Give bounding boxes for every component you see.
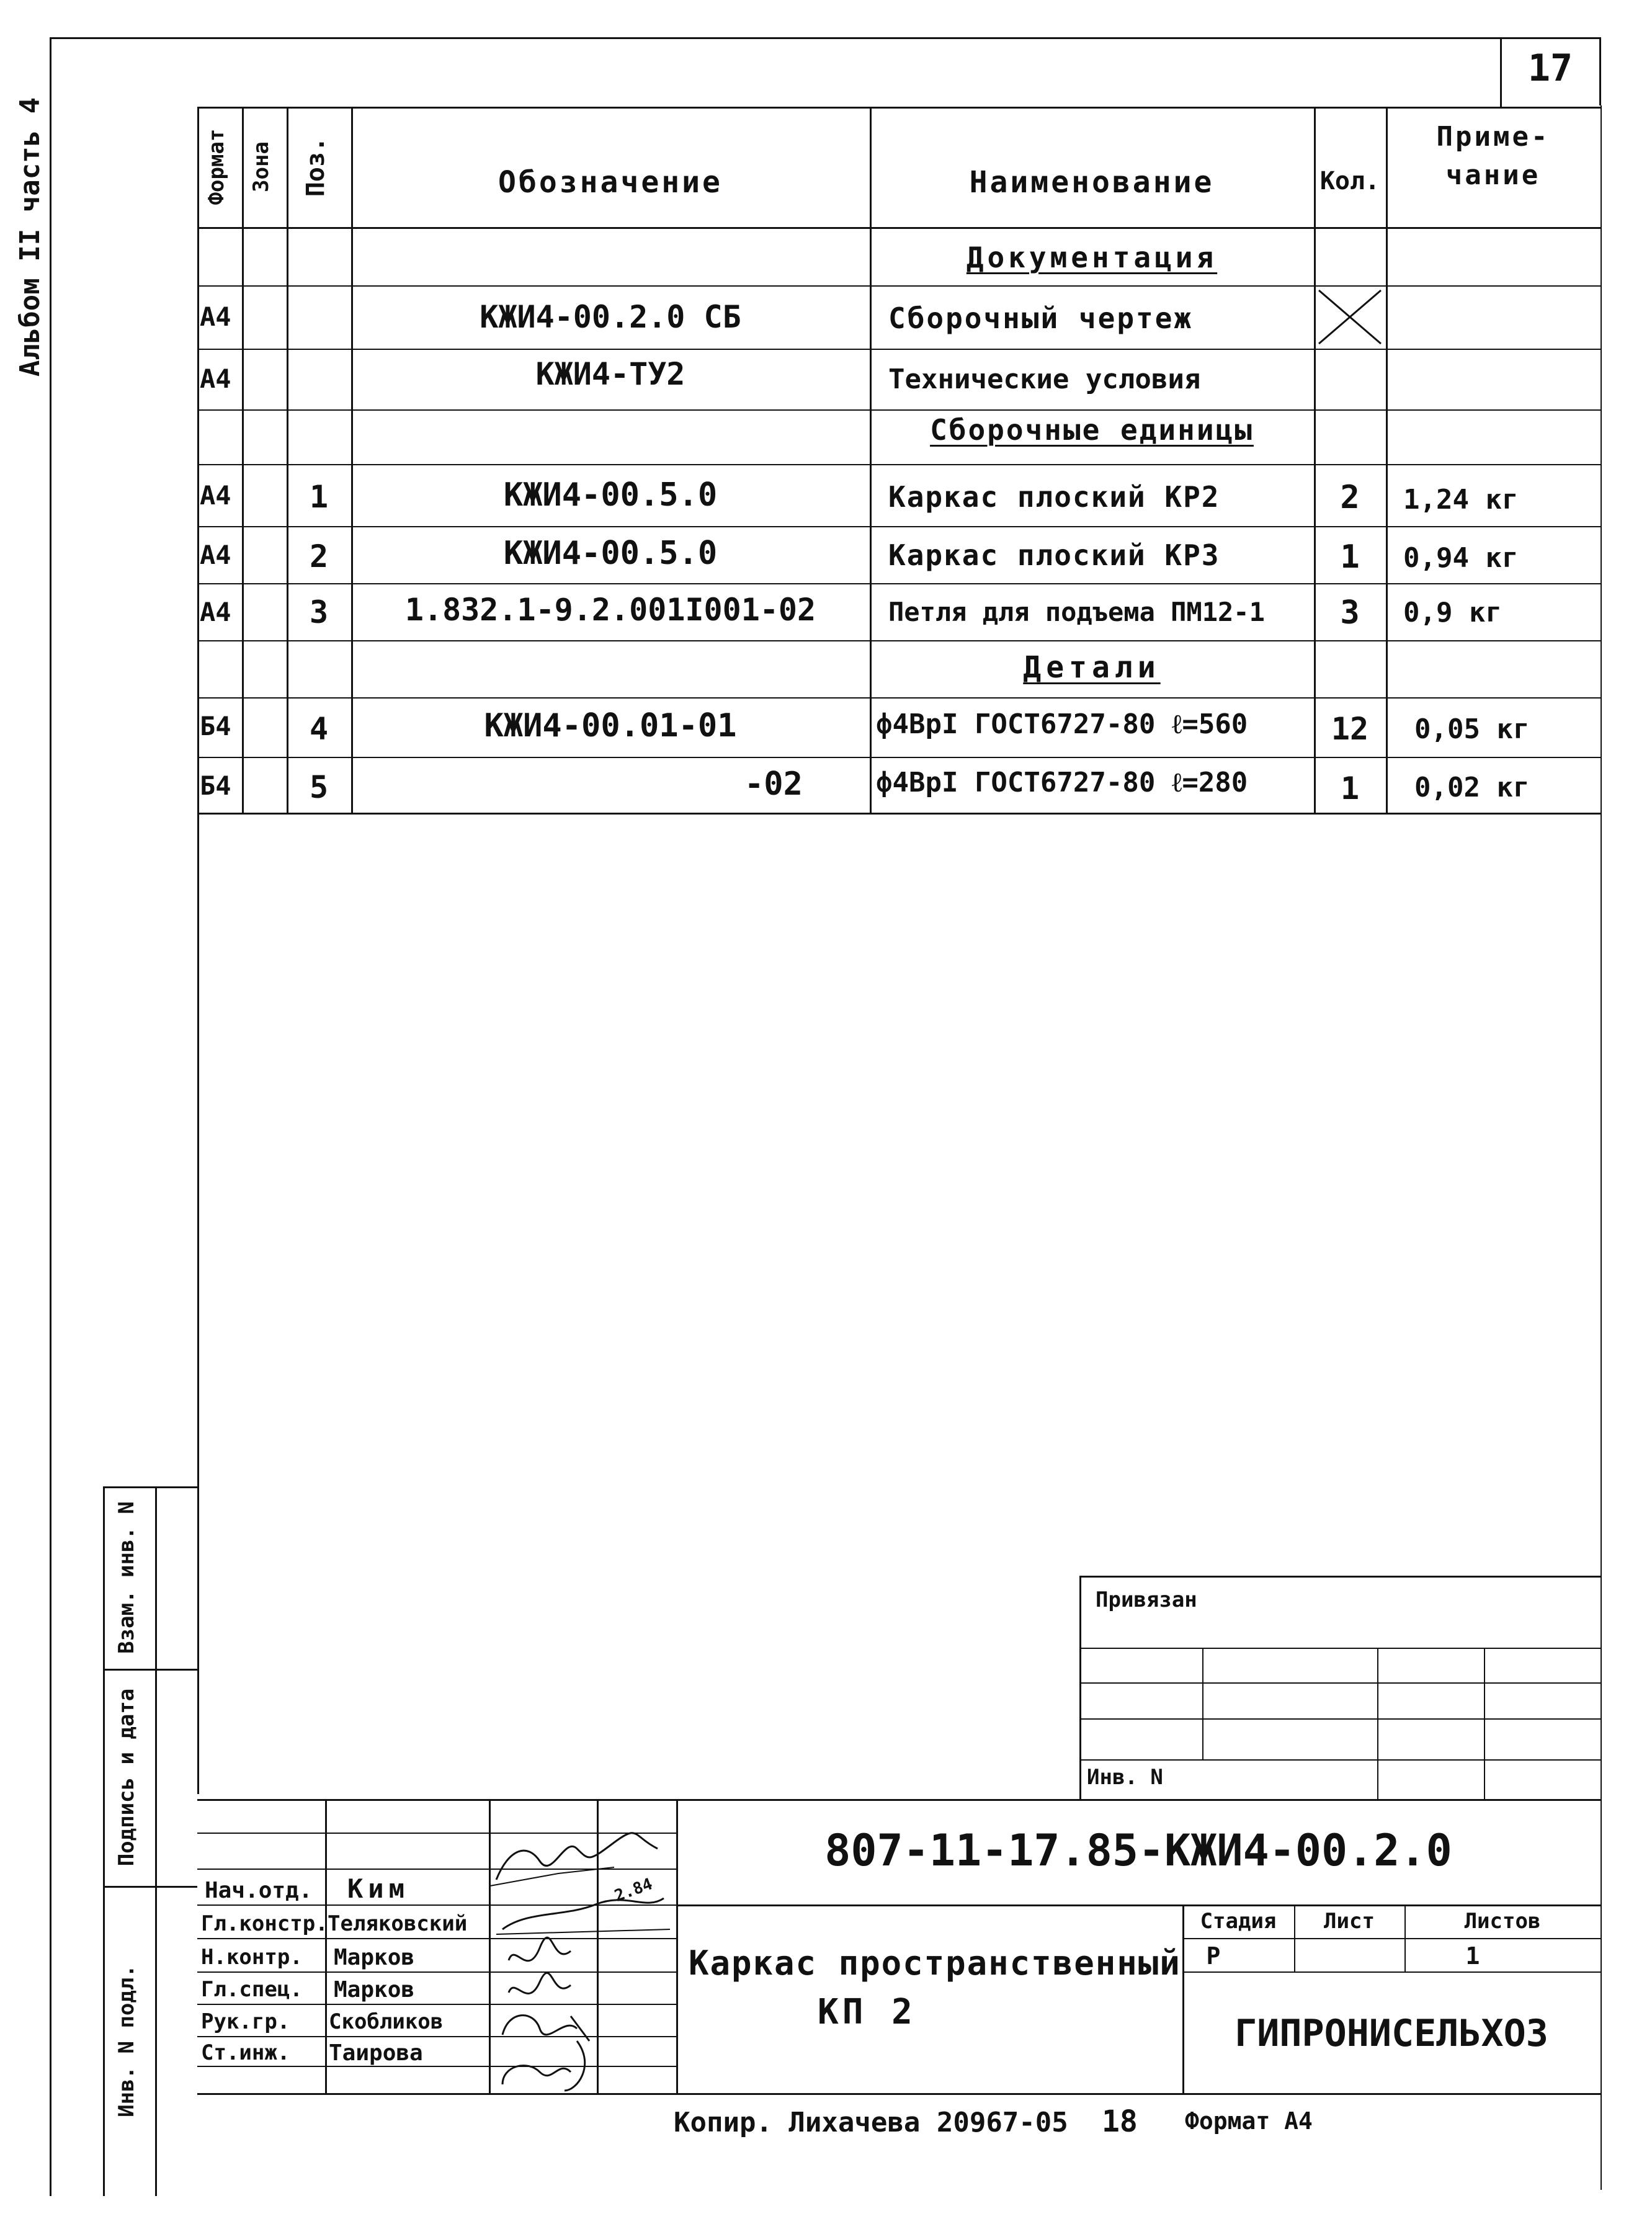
row-4-pos: 1: [309, 479, 329, 515]
header-pos: Поз.: [301, 136, 330, 197]
organization: ГИПРОНИСЕЛЬХОЗ: [1235, 2012, 1548, 2055]
spec-top-line: [197, 107, 1601, 109]
row-8-format: Б4: [200, 711, 231, 741]
row-line: [197, 757, 1601, 758]
row-5-format: А4: [200, 540, 231, 570]
row-5-designation: КЖИ4-00.5.0: [503, 535, 718, 572]
row-line: [197, 583, 1601, 584]
sheet-label: Лист: [1324, 1909, 1375, 1934]
row-9-qty: 1: [1340, 770, 1360, 806]
header-designation: Обозначение: [498, 165, 723, 200]
row-6-note: 0,9 кг: [1403, 597, 1502, 628]
row-4-qty: 2: [1340, 479, 1360, 516]
side-podpis-data: Подпись и дата: [114, 1688, 139, 1867]
privyazan-col: [1202, 1648, 1203, 1759]
side-inv-podl: Инв. N подл.: [114, 1965, 139, 2117]
section-details: Детали: [1023, 650, 1161, 685]
object-name-line1: Каркас пространственный: [689, 1944, 1181, 1983]
row-6-format: А4: [200, 597, 231, 627]
side-stamp-line: [103, 1886, 197, 1888]
row-line: [197, 285, 1601, 287]
spec-bottom-line: [197, 813, 1601, 815]
page-number: 17: [1527, 47, 1573, 90]
person-role: Рук.гр.: [201, 2009, 290, 2034]
row-line: [197, 526, 1601, 527]
stage-block-left: [1182, 1904, 1184, 2093]
person-name: Теляковский: [328, 1911, 468, 1936]
row-4-name: Каркас плоский КР2: [888, 480, 1220, 514]
section-assembly-units: Сборочные единицы: [930, 413, 1254, 447]
row-1-designation: КЖИ4-00.2.0 СБ: [480, 299, 741, 335]
row-8-designation: КЖИ4-00.01-01: [484, 707, 737, 744]
sheets-value: 1: [1465, 1942, 1480, 1970]
frame-right: [1601, 105, 1602, 2190]
row-5-name: Каркас плоский КР3: [888, 538, 1220, 572]
person-name: Марков: [334, 1977, 415, 2003]
person-role: Гл.спец.: [201, 1977, 303, 2002]
row-line: [197, 409, 1601, 411]
row-4-note: 1,24 кг: [1403, 484, 1519, 516]
header-format: Формат: [204, 128, 229, 205]
person-name: Марков: [334, 1945, 415, 1970]
title-top: [197, 1799, 1601, 1801]
header-name: Наименование: [969, 165, 1215, 200]
row-line: [197, 464, 1601, 465]
footer-format: Формат А4: [1185, 2107, 1313, 2135]
person-role: Н.контр.: [201, 1945, 303, 1970]
footer-sheet-number: 18: [1102, 2104, 1138, 2139]
row-9-pos: 5: [309, 769, 329, 805]
header-bottom-line: [197, 227, 1601, 229]
sig-col-name: [325, 1799, 327, 2093]
row-line: [197, 640, 1601, 641]
frame-left: [50, 37, 51, 2196]
frame-top: [50, 37, 1601, 39]
row-8-qty: 12: [1331, 711, 1369, 747]
row-4-designation: КЖИ4-00.5.0: [503, 476, 718, 514]
cross-mark: [1314, 285, 1386, 349]
row-6-designation: 1.832.1-9.2.001I001-02: [404, 592, 816, 628]
row-5-qty: 1: [1340, 538, 1360, 576]
privyazan-top: [1079, 1576, 1601, 1578]
col-line-qty: [1314, 107, 1316, 814]
signatures: [471, 1824, 682, 2097]
privyazan-row: [1079, 1718, 1601, 1720]
privyazan-row: [1079, 1759, 1601, 1761]
row-6-name: Петля для подъема ПМ12-1: [888, 597, 1265, 627]
col-line-designation: [351, 107, 353, 814]
sheets-label: Листов: [1464, 1909, 1541, 1934]
footer-copy: Копир. Лихачева 20967-05: [674, 2107, 1068, 2138]
row-9-note: 0,02 кг: [1414, 772, 1530, 803]
row-1-format: А4: [200, 301, 231, 332]
row-2-designation: КЖИ4-ТУ2: [535, 356, 685, 392]
person-name: Ким: [347, 1873, 409, 1904]
stage-row: [1182, 1971, 1601, 1973]
stage-value: Р: [1206, 1942, 1221, 1970]
title-bottom: [197, 2093, 1601, 2095]
person-role: Ст.инж.: [201, 2040, 290, 2065]
person-name: Скобликов: [329, 2009, 444, 2034]
row-9-format: Б4: [200, 770, 231, 801]
row-9-name: ф4ВрI ГОСТ6727-80 ℓ=280: [876, 767, 1248, 798]
privyazan-row: [1079, 1682, 1601, 1684]
row-5-note: 0,94 кг: [1403, 542, 1519, 574]
col-line-note: [1386, 107, 1388, 814]
person-role: Гл.констр.: [201, 1911, 328, 1936]
privyazan-col: [1484, 1648, 1485, 1799]
row-8-note: 0,05 кг: [1414, 713, 1530, 745]
stage-row: [1182, 1938, 1601, 1939]
col-line-pos: [287, 107, 288, 814]
person-name: Таирова: [329, 2040, 423, 2066]
row-1-name: Сборочный чертеж: [888, 301, 1194, 335]
frame-right-top: [1599, 37, 1601, 105]
row-2-format: А4: [200, 364, 231, 394]
row-9-designation: -02: [744, 766, 803, 803]
side-stamp-mid-line: [155, 1486, 157, 2196]
signature-date: 2.84: [612, 1875, 655, 1906]
privyazan-label: Привязан: [1096, 1587, 1197, 1612]
row-6-pos: 3: [309, 594, 329, 630]
row-2-name: Технические условия: [888, 364, 1201, 395]
album-label: Альбом II часть 4: [14, 97, 46, 377]
header-zone: Зона: [249, 141, 274, 192]
spec-left-line: [197, 107, 199, 1794]
doc-code: 807-11-17.85-КЖИ4-00.2.0: [824, 1825, 1452, 1876]
row-5-pos: 2: [309, 538, 329, 574]
row-line: [197, 349, 1601, 350]
stage-label: Стадия: [1200, 1909, 1277, 1934]
side-stamp-left-line: [103, 1486, 105, 2196]
code-row-bottom: [676, 1904, 1601, 1906]
person-role: Нач.отд.: [205, 1878, 313, 1903]
section-documentation: Документация: [966, 241, 1218, 274]
privyazan-col: [1377, 1648, 1378, 1799]
row-line: [197, 697, 1601, 699]
header-qty: Кол.: [1319, 167, 1380, 195]
row-8-pos: 4: [309, 711, 329, 747]
header-note: Приме- чание: [1436, 121, 1550, 191]
side-vzam-inv: Взам. инв. N: [114, 1501, 139, 1654]
col-line-zone: [242, 107, 244, 814]
privyazan-row: [1079, 1648, 1601, 1649]
privyazan-left: [1079, 1576, 1081, 1799]
row-4-format: А4: [200, 480, 231, 511]
row-8-name: ф4ВрI ГОСТ6727-80 ℓ=560: [876, 708, 1248, 740]
object-name-line2: КП 2: [818, 1992, 916, 2032]
col-line-name: [870, 107, 872, 814]
privyazan-inv: Инв. N: [1087, 1765, 1163, 1790]
row-6-qty: 3: [1340, 594, 1360, 632]
